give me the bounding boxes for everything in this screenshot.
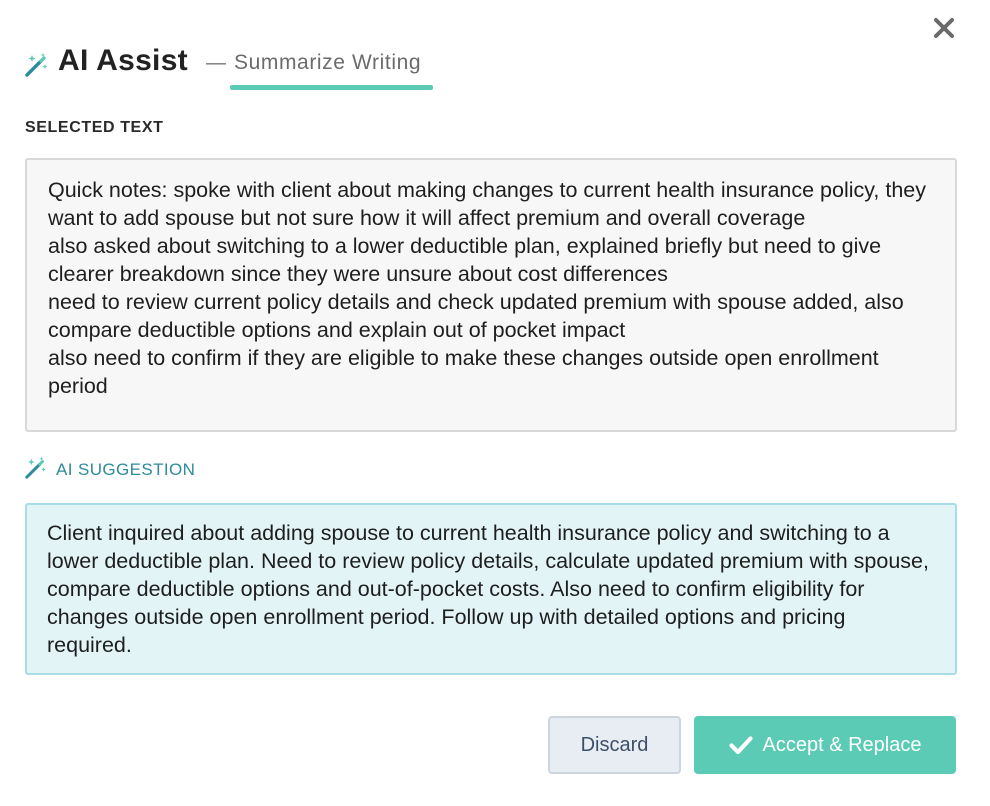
magic-wand-icon [24,52,50,78]
dialog-title: AI Assist [58,44,188,77]
discard-button-label: Discard [580,733,649,756]
mode-tab-label: Summarize Writing [233,51,422,74]
checkmark-icon [729,735,753,755]
selected-text-box[interactable]: Quick notes: spoke with client about making changes to current health insurance policy, they want to add spouse but not sure how it will affect premium and overall coverage also asked about switching to a lower deductible plan, explained briefly but need to give clearer breakdown since they were unsure about cost differences need to review current policy details and check updated premium with spouse added, also compare deductible options and explain out of pocket impact also need to confirm if they are eligible to make these changes outside open enrollment period [25,158,957,432]
accept-replace-button[interactable] [694,716,956,774]
dialog-header [24,44,421,78]
title-separator: — [205,52,226,74]
mode-tab-summarize[interactable] [234,48,421,78]
close-icon[interactable] [930,14,958,42]
ai-suggestion-box: Client inquired about adding spouse to current health insurance policy and switching to a lower deductible plan. Need to review policy details, calculate updated premium with spouse, compare deductible options and out-of-pocket costs. Also need to confirm eligibility for changes outside open enrollment period. Follow up with detailed options and pricing required. [25,503,957,675]
magic-wand-icon [24,456,48,480]
ai-suggestion-label: AI SUGGESTION [56,460,196,479]
accept-replace-label: Accept & Replace [762,733,922,756]
close-button[interactable] [930,14,958,42]
ai-suggestion-header [24,456,195,480]
active-tab-underline [230,85,433,90]
selected-text-label: SELECTED TEXT [25,119,164,136]
discard-button[interactable] [548,716,681,774]
